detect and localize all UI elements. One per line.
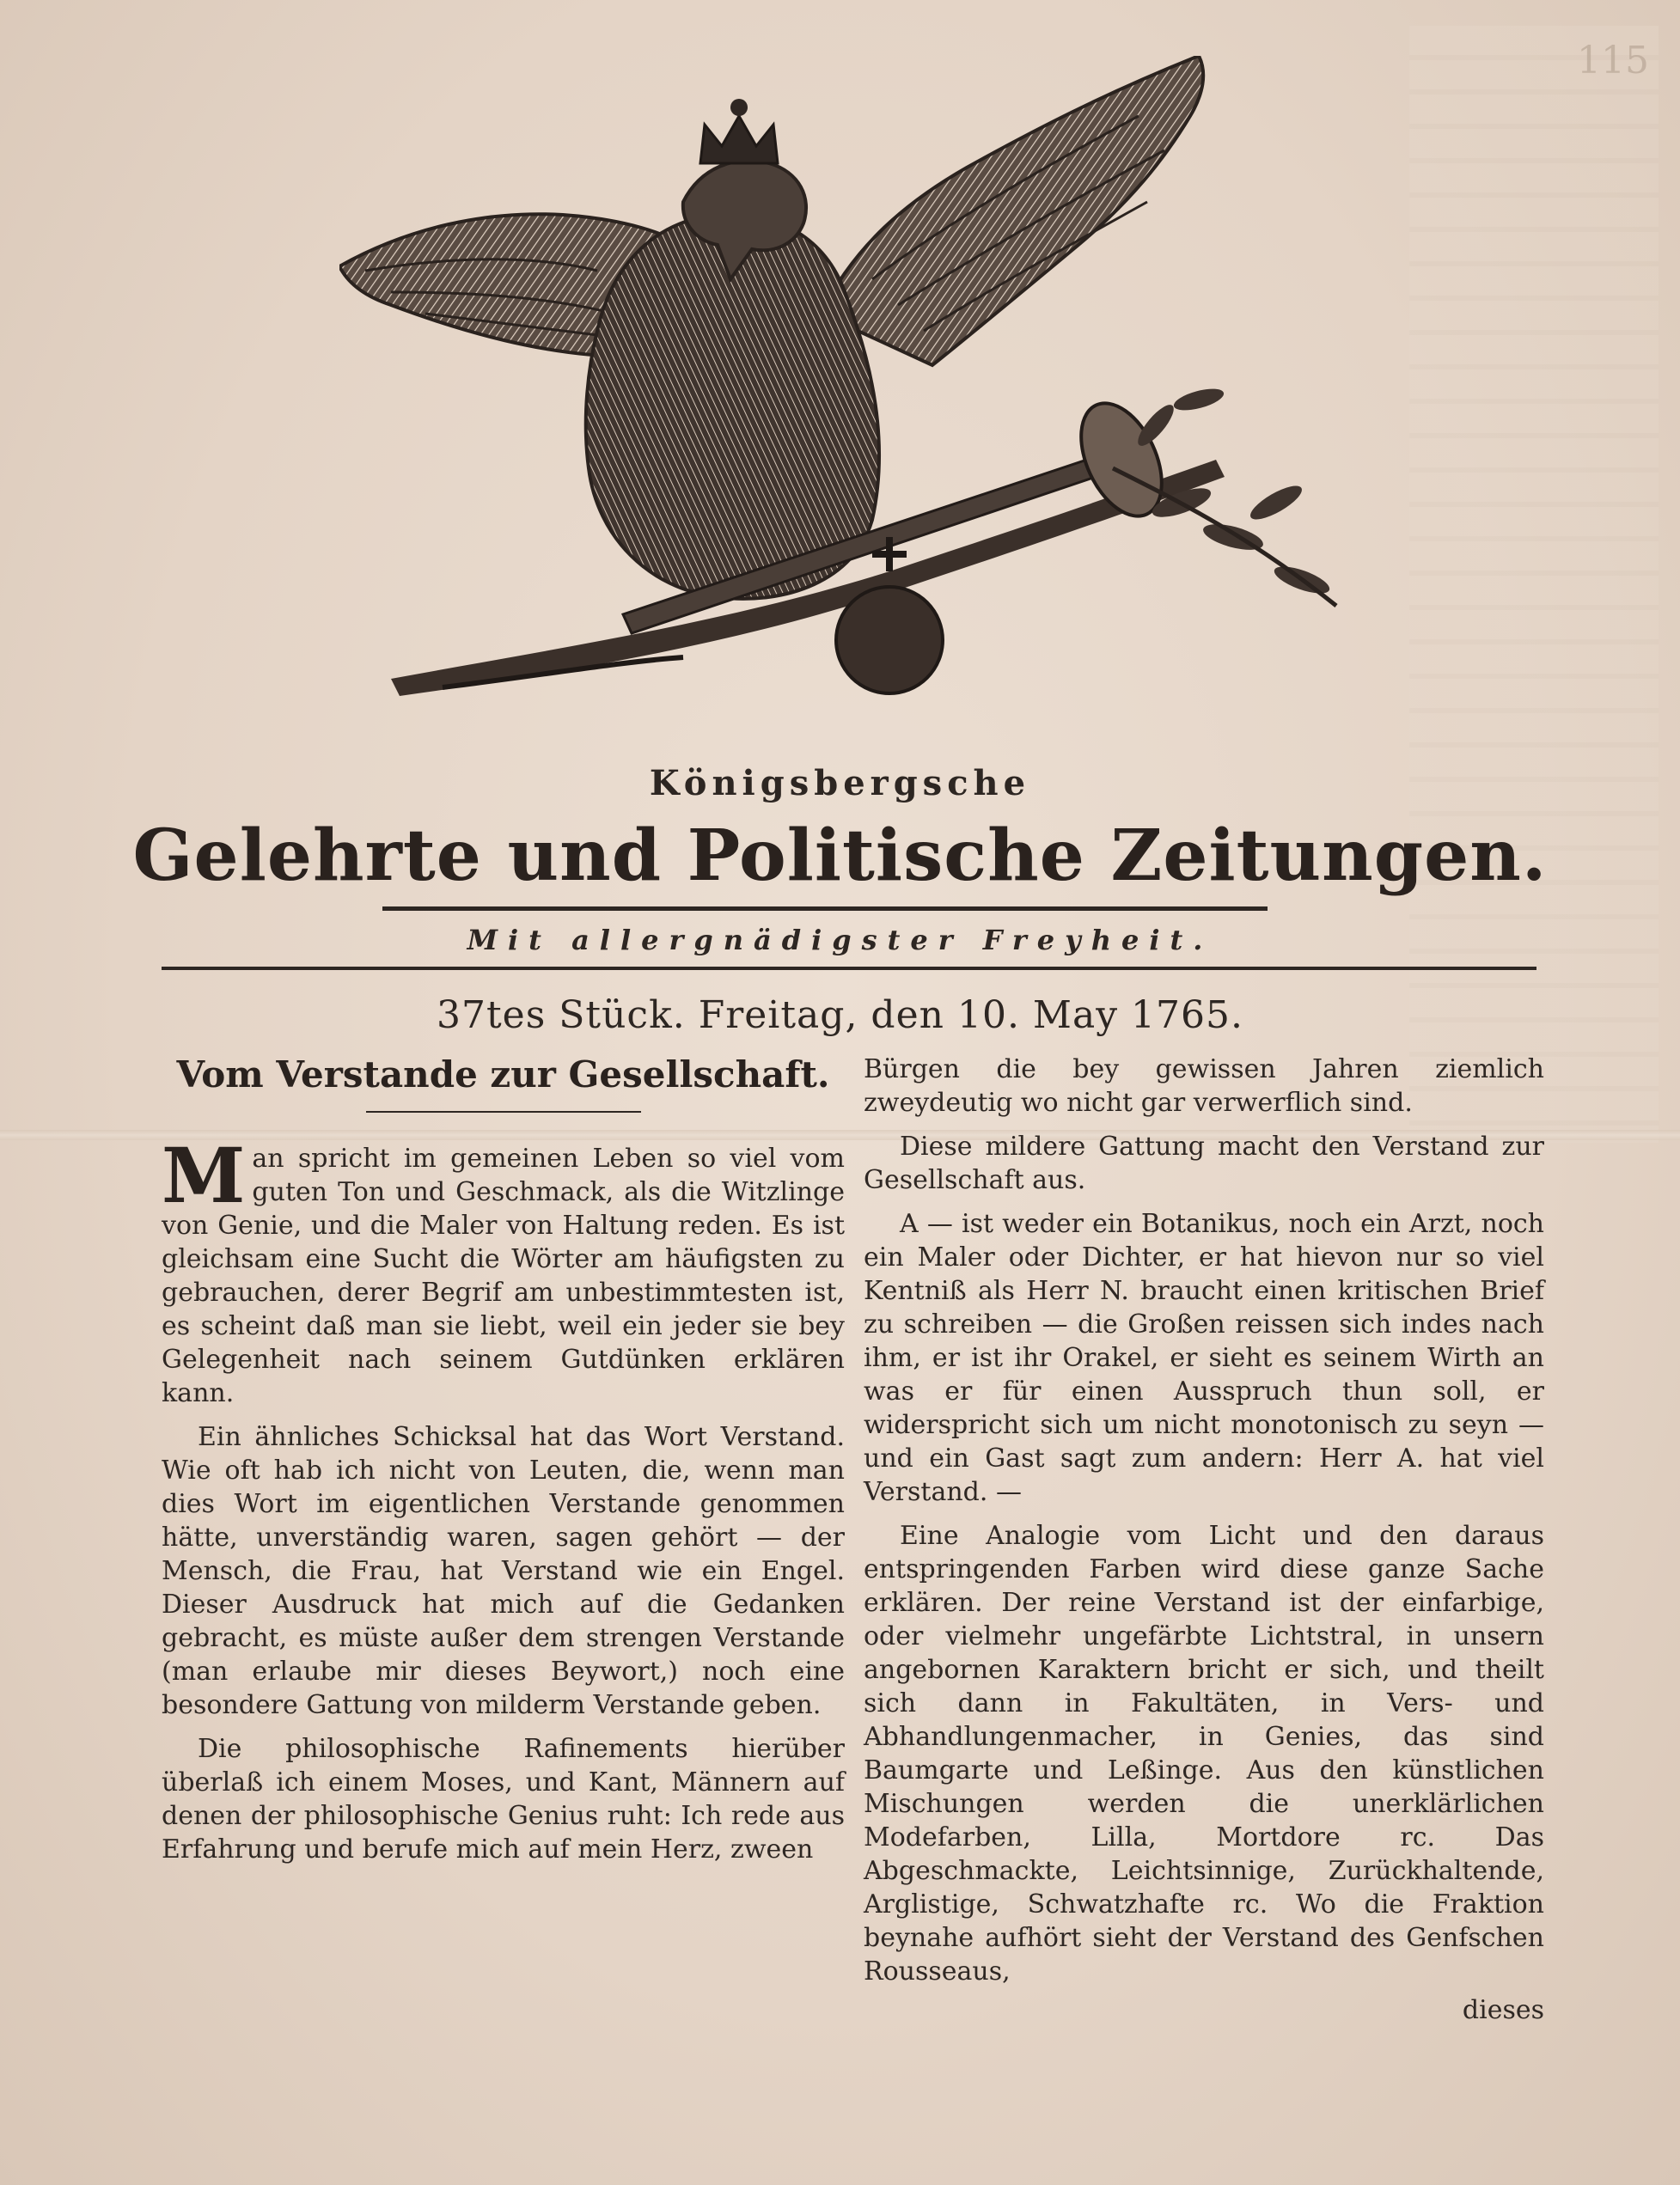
masthead-title: Gelehrte und Politische Zeitungen.	[132, 815, 1548, 897]
article-paragraph: Eine Analogie vom Licht und den daraus entspringenden Farben wird diese ganze Sache erklären. Der reine Verstand ist der einfarbige, oder vielmehr ungefärbte Lichtstral, in unsern angebornen Karaktern bricht er sich, und theilt sich dann in Fakultäten, in Vers- und Abhandlungenmacher, in Genies, das sind Baumgarte und Leßinge. Aus den künstlichen Mischungen werden die unerklärlichen Modefarben, Lilla, Mortdore rc. Das Abgeschmackte, Leichtsinnige, Zurückhaltende, Arglistige, Schwatzhafte rc. Wo die Fraktion beynahe aufhört sieht der Verstand des Genfschen Rousseaus,	[864, 1521, 1544, 1987]
catchword: dieses	[1462, 1995, 1544, 2025]
page-number: 115	[1577, 39, 1649, 82]
article-paragraph: Diese mildere Gattung macht den Verstand zur Gesellschaft aus.	[864, 1132, 1544, 1195]
article-paragraph: Bürgen die bey gewissen Jahren ziemlich zweydeutig wo nicht gar verwerflich sind.	[864, 1054, 1544, 1118]
issue-line: 37tes Stück. Freitag, den 10. May 1765.	[436, 993, 1244, 1037]
article-paragraph: Die philosophische Rafinements hierüber überlaß ich einem Moses, und Kant, Männern auf denen der philosophische Genius ruht: Ich rede aus Erfahrung und berufe mich auf mein Herz, zween	[162, 1734, 845, 1865]
masthead-kicker: Königsbergsche	[649, 763, 1031, 803]
masthead-privilege: Mit allergnädigster Freyheit.	[467, 924, 1213, 956]
show-through-text	[1409, 26, 1659, 1143]
crowned-eagle-icon	[339, 56, 1371, 743]
title-rule	[366, 1111, 641, 1113]
article-title: Vom Verstande zur Gesellschaft.	[176, 1053, 830, 1096]
column-right	[864, 1053, 1544, 2027]
masthead-rule	[382, 906, 1268, 911]
drop-cap: M	[162, 1131, 246, 1220]
column-left	[162, 1053, 845, 1877]
header-rule	[162, 967, 1536, 970]
article-paragraph: M an spricht im gemeinen Leben so viel vom guten Ton und Geschmack, als die Witzlinge von Genie, und die Maler von Haltung reden. Es ist gleichsam eine Sucht die Wörter am häufigsten zu gebrauchen, derer Begrif am unbestimmtesten ist, es scheint daß man sie liebt, weil ein jeder sie bey Gelegenheit nach seinem Gutdünken erklären kann.	[162, 1131, 845, 1408]
article-paragraph: Ein ähnliches Schicksal hat das Wort Verstand. Wie oft hab ich nicht von Leuten, die, wenn man dies Wort im eigentlichen Verstande genommen hätte, unverständig waren, sagen gehört — der Mensch, die Frau, hat Verstand wie ein Engel. Dieser Ausdruck hat mich auf die Gedanken gebracht, es müste außer dem strengen Verstande (man erlaube mir dieses Beywort,) noch eine besondere Gattung von milderm Verstande geben.	[162, 1422, 845, 1720]
article-paragraph: A — ist weder ein Botanikus, noch ein Arzt, noch ein Maler oder Dichter, er hat hievon nur so viel Kentniß als Herr N. braucht einen kritischen Brief zu schreiben — die Großen reissen sich indes nach ihm, er ist ihr Orakel, er sieht es seinem Wirth an was er für einen Ausspruch thun soll, er widerspricht sich um nicht monotonisch zu seyn — und ein Gast sagt zum andern: Herr A. hat viel Verstand. —	[864, 1209, 1544, 1507]
